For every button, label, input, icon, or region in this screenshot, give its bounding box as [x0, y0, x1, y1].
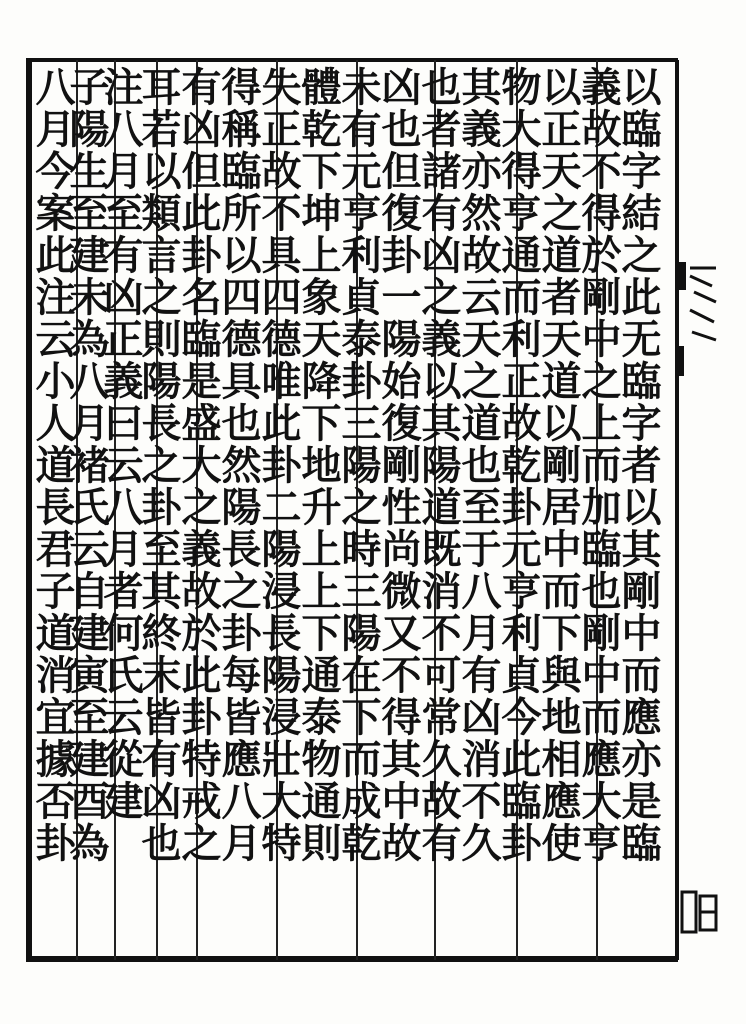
text-column-9: 體乾下坤上象天降下地升上上下通泰物通則 [295, 66, 342, 864]
right-border [676, 60, 679, 960]
text-column-10: 失正故不具四德唯此卦二陽浸長陽浸壯大特 [255, 66, 302, 864]
text-column-2: 義故不得於剛中之上而加臨也剛中而應大亨 [575, 66, 622, 864]
text-column-1: 以臨字結之此无臨字者以其剛中而應亦是臨 [615, 66, 662, 864]
folio-mark [680, 890, 720, 936]
fish-tail-mark [676, 262, 720, 382]
text-column-16: 八月今案此注云小人道長君子道消宜據否卦 [29, 66, 76, 864]
text-column-14: 注八月至有凶正義曰云八月者何氏云從建 [97, 66, 144, 822]
text-column-5: 其義亦然故云天之道也至于八月有凶消不久 [455, 66, 502, 864]
text-column-13: 耳若以類言之則陽長之卦至其終末皆有凶也 [135, 66, 182, 864]
text-column-15: 子陽生至建未為八月褚氏云自建寅至建酉為 [63, 66, 110, 864]
text-column-8: 未有元亨利貞泰卦三陽之時三陽在下而成乾 [335, 66, 382, 864]
text-column-6: 也者諸有凶之義以其陽道既消不可常久故有 [415, 66, 462, 864]
text-column-11: 得稱臨所以四德具也然陽長之卦每皆應八月 [215, 66, 262, 864]
text-column-4: 物大得亨通而利正故乾卦元亨利貞今此臨卦 [495, 66, 542, 864]
text-column-3: 以正天之道者天道以剛居中而下與地相應使 [535, 66, 582, 864]
text-column-12: 有凶但此卦名臨是盛大之義故於此卦特戒之 [175, 66, 222, 864]
text-column-7: 凶也但復卦一陽始復剛性尚微又不得其中故 [375, 66, 422, 864]
